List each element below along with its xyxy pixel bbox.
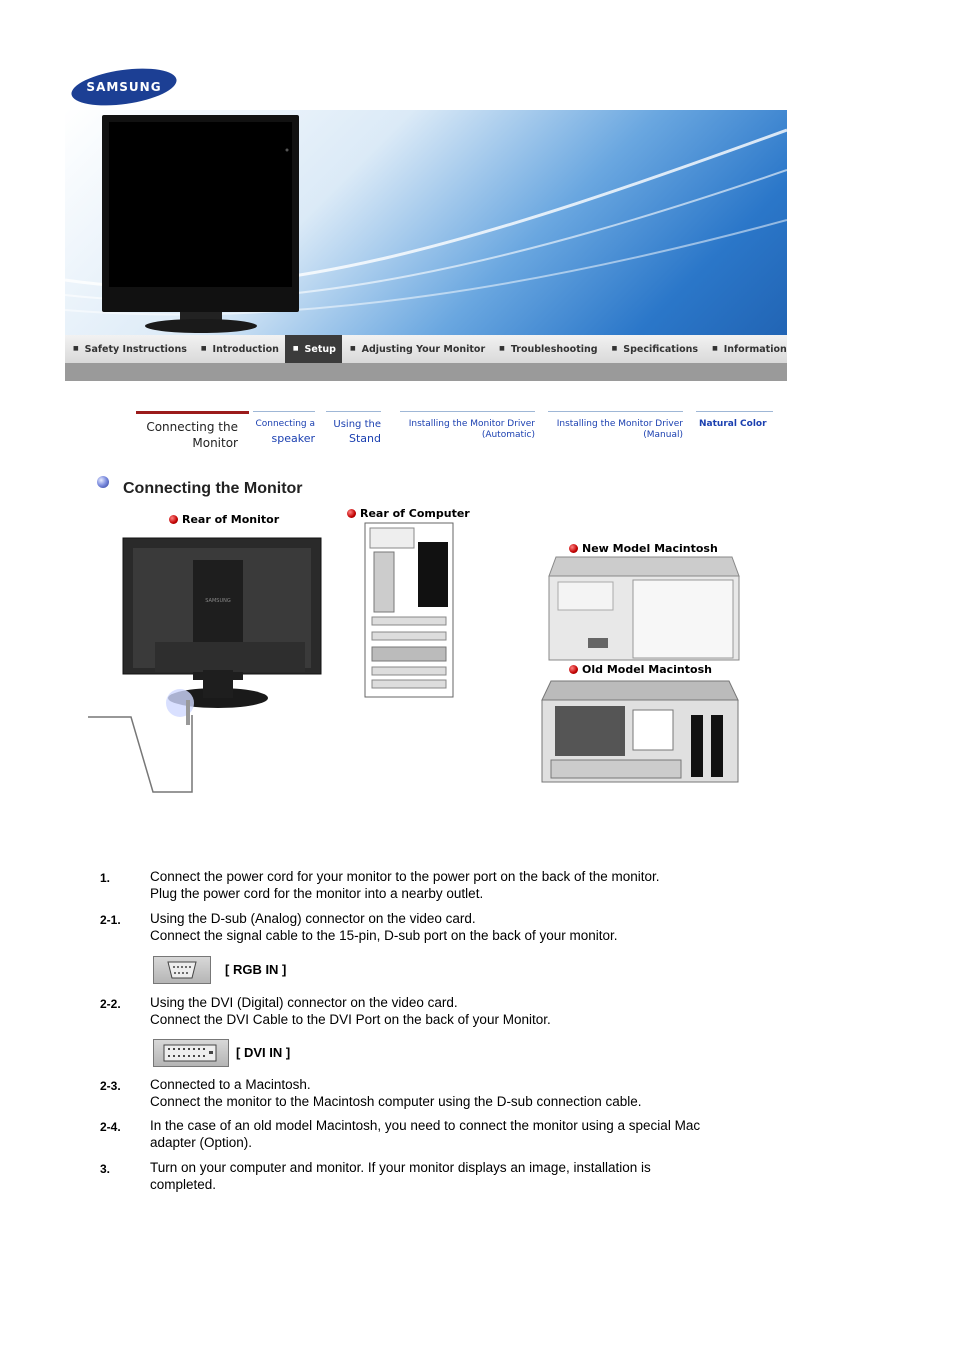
caption-text: New Model Macintosh [582, 542, 718, 555]
subtab-label: Using the [333, 419, 381, 430]
caption-rear-of-monitor [169, 513, 279, 526]
nav-specifications[interactable]: ■ Specifications [604, 335, 704, 363]
rear-of-computer-illustration [364, 522, 456, 700]
old-model-macintosh-illustration [541, 680, 739, 783]
caption-new-model-macintosh [569, 542, 718, 555]
step-line: adapter (Option). [150, 1134, 253, 1150]
nav-information[interactable]: ■ Information [704, 335, 787, 363]
subtab-label: Installing the Monitor Driver [408, 419, 535, 429]
main-nav [65, 335, 787, 363]
step-text [150, 1118, 750, 1151]
subtab-label: Installing the Monitor Driver [556, 419, 683, 429]
heading-bullet-icon [97, 476, 109, 488]
sub-tabs [136, 411, 773, 453]
step-number: 2-3. [100, 1079, 121, 1093]
step-text [150, 995, 750, 1028]
caption-text: Rear of Monitor [182, 513, 280, 526]
page-title: Connecting the Monitor [123, 480, 303, 497]
nav-adjusting-your-monitor[interactable]: ■ Adjusting Your Monitor [342, 335, 491, 363]
subtab-label: Natural Color [699, 419, 767, 429]
banner-artwork [65, 110, 787, 335]
step-line: Connect the monitor to the Macintosh computer using the D-sub connection cable. [150, 1093, 642, 1109]
step-number: 2-2. [100, 997, 121, 1011]
step-text [150, 1160, 750, 1193]
red-bullet-icon [569, 665, 578, 674]
step-line: In the case of an old model Macintosh, you need to connect the monitor using a special Mac [150, 1118, 701, 1133]
caption-text: Old Model Macintosh [582, 663, 712, 676]
step-line: Using the D-sub (Analog) connector on the video card. [150, 911, 476, 926]
dvi-connector-icon [153, 1039, 229, 1067]
banner-strip [65, 363, 787, 381]
subtab-natural-color[interactable] [696, 411, 773, 451]
step-line: Using the DVI (Digital) connector on the video card. [150, 995, 458, 1010]
red-bullet-icon [569, 544, 578, 553]
subtab-using-the-stand[interactable] [326, 411, 381, 452]
step-line: completed. [150, 1176, 217, 1192]
samsung-logo [70, 68, 178, 106]
step-number: 2-1. [100, 913, 121, 927]
nav-safety-instructions[interactable]: ■ Safety Instructions [65, 335, 193, 363]
rear-of-monitor-illustration [85, 530, 330, 798]
rgb-in-label: [ RGB IN ] [225, 962, 287, 977]
step-line: Plug the power cord for the monitor into a nearby outlet. [150, 885, 484, 901]
subtab-label: (Manual) [643, 430, 683, 440]
subtab-label: Stand [349, 432, 381, 445]
step-line: Connect the DVI Cable to the DVI Port on the back of your Monitor. [150, 1011, 551, 1027]
red-bullet-icon [347, 509, 356, 518]
step-text [150, 1077, 750, 1110]
step-number: 3. [100, 1162, 111, 1176]
step-line: Connected to a Macintosh. [150, 1077, 311, 1092]
step-number: 2-4. [100, 1120, 121, 1134]
step-text [150, 911, 750, 944]
step-number: 1. [100, 871, 111, 885]
dvi-in-label: [ DVI IN ] [236, 1045, 291, 1060]
subtab-label: speaker [271, 432, 315, 445]
new-model-macintosh-illustration [548, 556, 740, 662]
nav-setup[interactable]: ■ Setup [285, 335, 342, 363]
subtab-label: Connecting a [255, 419, 315, 429]
caption-text: Rear of Computer [360, 507, 470, 520]
monitor-badge: SAMSUNG [205, 598, 231, 604]
nav-introduction[interactable]: ■ Introduction [193, 335, 285, 363]
vga-connector-icon [153, 956, 211, 984]
subtab-label: (Automatic) [481, 430, 535, 440]
caption-old-model-macintosh [569, 663, 712, 676]
logo-text: SAMSUNG [86, 80, 162, 94]
subtab-label: Connecting the [146, 420, 238, 434]
subtab-installing-driver-automatic[interactable] [400, 411, 535, 452]
step-line: Turn on your computer and monitor. If your monitor displays an image, installation is [150, 1160, 651, 1175]
caption-rear-of-computer [347, 507, 470, 520]
subtab-installing-driver-manual[interactable] [548, 411, 683, 452]
header-banner [65, 110, 787, 381]
step-text [150, 869, 750, 902]
red-bullet-icon [169, 515, 178, 524]
subtab-label: Monitor [192, 436, 238, 450]
nav-troubleshooting[interactable]: ■ Troubleshooting [491, 335, 603, 363]
step-line: Connect the signal cable to the 15-pin, D-sub port on the back of your monitor. [150, 927, 618, 943]
step-line: Connect the power cord for your monitor to the power port on the back of the monitor. [150, 869, 660, 884]
subtab-connecting-a-speaker[interactable] [253, 411, 315, 452]
subtab-connecting-the-monitor[interactable] [136, 411, 249, 451]
